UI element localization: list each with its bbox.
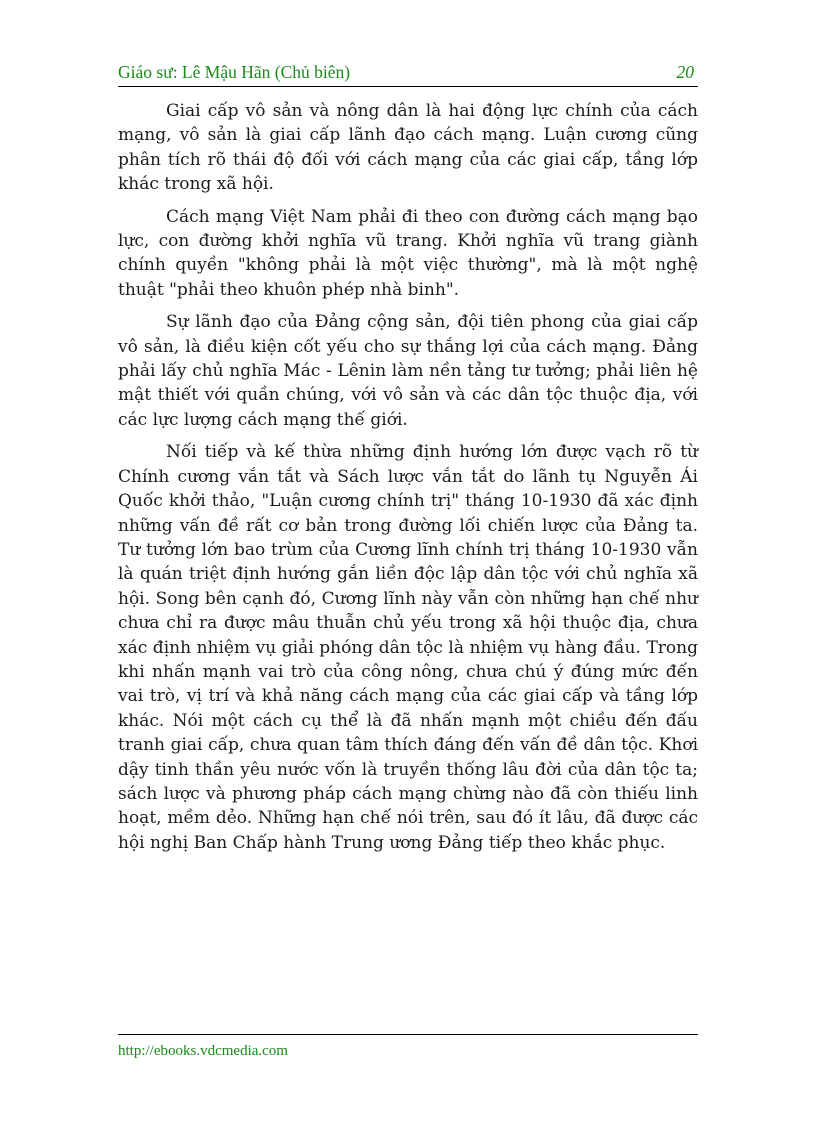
page-number: 20 — [676, 62, 694, 82]
footer-url-link[interactable]: http://ebooks.vdcmedia.com — [118, 1043, 288, 1059]
page-header — [118, 62, 698, 87]
paragraph: Giai cấp vô sản và nông dân là hai động lực chính của cách mạng, vô sản là giai cấp lãnh đạo cách mạng. Luận cương cũng phân tích rõ thái độ đối với cách mạng của các giai cấp, tầng lớp khác trong xã hội. — [118, 101, 698, 195]
header-author: Giáo sư: Lê Mậu Hãn (Chủ biên) — [118, 62, 351, 82]
paragraph: Sự lãnh đạo của Đảng cộng sản, đội tiên phong của giai cấp vô sản, là điều kiện cốt yếu cho sự thắng lợi của cách mạng. Đảng phải lấy chủ nghĩa Mác - Lênin làm nền tảng tư tưởng; phải liên hệ mật thiết với quần chúng, với vô sản và các dân tộc thuộc địa, với các lực lượng cách mạng thế giới. — [118, 312, 698, 430]
body-text — [118, 99, 698, 863]
paragraph: Nối tiếp và kế thừa những định hướng lớn được vạch rõ từ Chính cương vắn tắt và Sách lược vắn tắt do lãnh tụ Nguyễn Ái Quốc khởi thảo, "Luận cương chính trị" tháng 10-1930 đã xác định những vấn đề rất cơ bản trong đường lối chiến lược của Đảng ta. Tư tưởng lớn bao trùm của Cương lĩnh chính trị tháng 10-1930 vẫn là quán triệt định hướng gắn liền độc lập dân tộc với chủ nghĩa xã hội. Song bên cạnh đó, Cương lĩnh này vẫn còn những hạn chế như chưa chỉ ra được mâu thuẫn chủ yếu trong xã hội thuộc địa, chưa xác định nhiệm vụ giải phóng dân tộc là nhiệm vụ hàng đầu. Trong khi nhấn mạnh vai trò của công nông, chưa chú ý đúng mức đến vai trò, vị trí và khả năng cách mạng của các giai cấp và tầng lớp khác. Nói một cách cụ thể là đã nhấn mạnh một chiều đến đấu tranh giai cấp, chưa quan tâm thích đáng đến vấn đề dân tộc. Khơi dậy tinh thần yêu nước vốn là truyền thống lâu đời của dân tộc ta; sách lược và phương pháp cách mạng chừng nào đã còn thiếu linh hoạt, mềm dẻo. Những hạn chế nói trên, sau đó ít lâu, đã được các hội nghị Ban Chấp hành Trung ương Đảng tiếp theo khắc phục. — [118, 442, 698, 853]
paragraph: Cách mạng Việt Nam phải đi theo con đường cách mạng bạo lực, con đường khởi nghĩa vũ trang. Khởi nghĩa vũ trang giành chính quyền "không phải là một việc thường", mà là một nghệ thuật "phải theo khuôn phép nhà binh". — [118, 206, 698, 300]
page-footer — [118, 1034, 698, 1060]
